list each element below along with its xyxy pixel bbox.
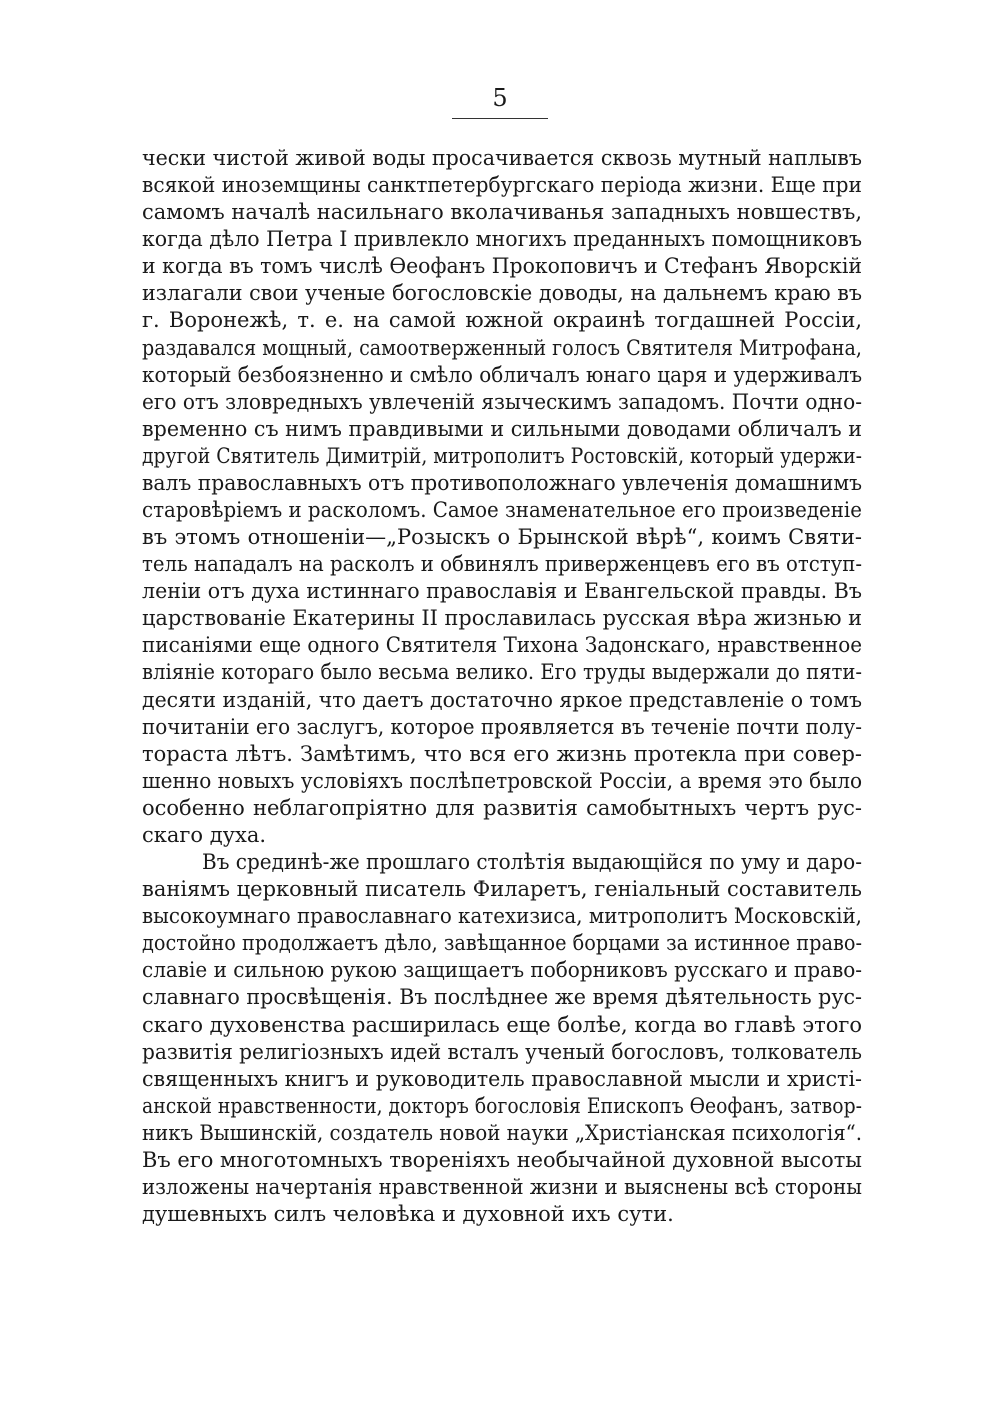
text-line: всякой иноземщины санктпетербургскаго періода жизни. Еще при bbox=[142, 173, 862, 198]
text-line: скаго духовенства расширилась еще болѣе, когда во главѣ этого bbox=[142, 1012, 862, 1037]
text-line: г. Воронежѣ, т. е. на самой южной окраинѣ тогдашней Россіи, bbox=[142, 308, 862, 333]
text-line: валъ православныхъ отъ противоположнаго увлеченія домашнимъ bbox=[142, 470, 862, 495]
text-line: десяти изданій, что даетъ достаточно яркое представленіе о томъ bbox=[142, 687, 862, 712]
text-line: и когда въ томъ числѣ Ѳеофанъ Прокоповичъ и Стефанъ Яворскій bbox=[142, 254, 862, 279]
text-line: изложены начертанія нравственной жизни и выяснены всѣ стороны bbox=[142, 1174, 862, 1199]
text-line: который безбоязненно и смѣло обличалъ юнаго царя и удерживалъ bbox=[142, 362, 862, 387]
text-line: старовѣріемъ и расколомъ. Самое знаменательное его произведеніе bbox=[142, 498, 862, 523]
text-line: анской нравственности, докторъ богословія Епископъ Ѳеофанъ, затвор- bbox=[142, 1093, 862, 1118]
text-line: тель нападалъ на расколъ и обвинялъ приверженцевъ его въ отступ- bbox=[142, 552, 862, 577]
text-line: временно съ нимъ правдивыми и сильными доводами обличалъ и bbox=[142, 416, 862, 441]
text-line: скаго духа. bbox=[142, 822, 267, 847]
text-line: высокоумнаго православнаго катехизиса, митрополитъ Московскій, bbox=[142, 904, 862, 929]
text-line: особенно неблагопріятно для развитія самобытныхъ чертъ рус- bbox=[142, 795, 862, 820]
text-line: славіе и сильною рукою защищаетъ поборниковъ русскаго и право- bbox=[142, 958, 862, 983]
text-line: писаніями еще одного Святителя Тихона Задонскаго, нравственное bbox=[142, 633, 862, 658]
paragraph-2 bbox=[142, 849, 862, 1228]
text-line: шенно новыхъ условіяхъ послѣпетровской Россіи, а время это было bbox=[142, 768, 862, 793]
text-line: достойно продолжаетъ дѣло, завѣщанное борцами за истинное право- bbox=[142, 931, 862, 956]
text-line: излагали свои ученые богословскіе доводы, на дальнемъ краю въ bbox=[142, 281, 862, 306]
text-line: самомъ началѣ насильнаго вколачиванья западныхъ новшествъ, bbox=[142, 200, 862, 225]
text-line: когда дѣло Петра I привлекло многихъ преданныхъ помощниковъ bbox=[142, 227, 862, 252]
page-number-rule bbox=[452, 118, 548, 119]
paragraph-1 bbox=[142, 145, 862, 849]
text-line: другой Святитель Димитрій, митрополитъ Ростовскій, который удержи- bbox=[142, 443, 862, 468]
text-line: раздавался мощный, самоотверженный голосъ Святителя Митрофана, bbox=[142, 335, 862, 360]
text-line: леніи отъ духа истиннаго православія и Евангельской правды. Въ bbox=[142, 579, 862, 604]
text-line: тораста лѣтъ. Замѣтимъ, что вся его жизнь протекла при совер- bbox=[142, 741, 862, 766]
text-line: ваніямъ церковный писатель Филаретъ, геніальный составитель bbox=[142, 877, 862, 902]
text-line: Въ его многотомныхъ твореніяхъ необычайной духовной высоты bbox=[142, 1147, 862, 1172]
text-line: никъ Вышинскій, создатель новой науки „Христіанская психологія“. bbox=[142, 1120, 862, 1145]
body-text bbox=[142, 145, 862, 1228]
page-number: 5 bbox=[492, 84, 508, 112]
text-line: почитаніи его заслугъ, которое проявляется въ теченіе почти полу- bbox=[142, 714, 862, 739]
text-line: священныхъ книгъ и руководитель православной мысли и христі- bbox=[142, 1066, 862, 1091]
text-line: царствованіе Екатерины II прославилась русская вѣра жизнью и bbox=[142, 606, 862, 631]
text-line: вліяніе котораго было весьма велико. Его труды выдержали до пяти- bbox=[142, 660, 862, 685]
text-line: развитія религіозныхъ идей всталъ ученый богословъ, толкователь bbox=[142, 1039, 862, 1064]
text-line: его отъ зловредныхъ увлеченій языческимъ западомъ. Почти одно- bbox=[142, 389, 862, 414]
text-line: чески чистой живой воды просачивается сквозь мутный наплывъ bbox=[142, 146, 862, 170]
text-line: въ этомъ отношеніи—„Розыскъ о Брынской вѣрѣ“, коимъ Святи- bbox=[142, 525, 862, 550]
text-line: славнаго просвѣщенія. Въ послѣднее же время дѣятельность рус- bbox=[142, 985, 862, 1010]
text-line: Въ срединѣ-же прошлаго столѣтія выдающійся по уму и даро- bbox=[202, 850, 862, 875]
text-line: душевныхъ силъ человѣка и духовной ихъ сути. bbox=[142, 1202, 674, 1227]
